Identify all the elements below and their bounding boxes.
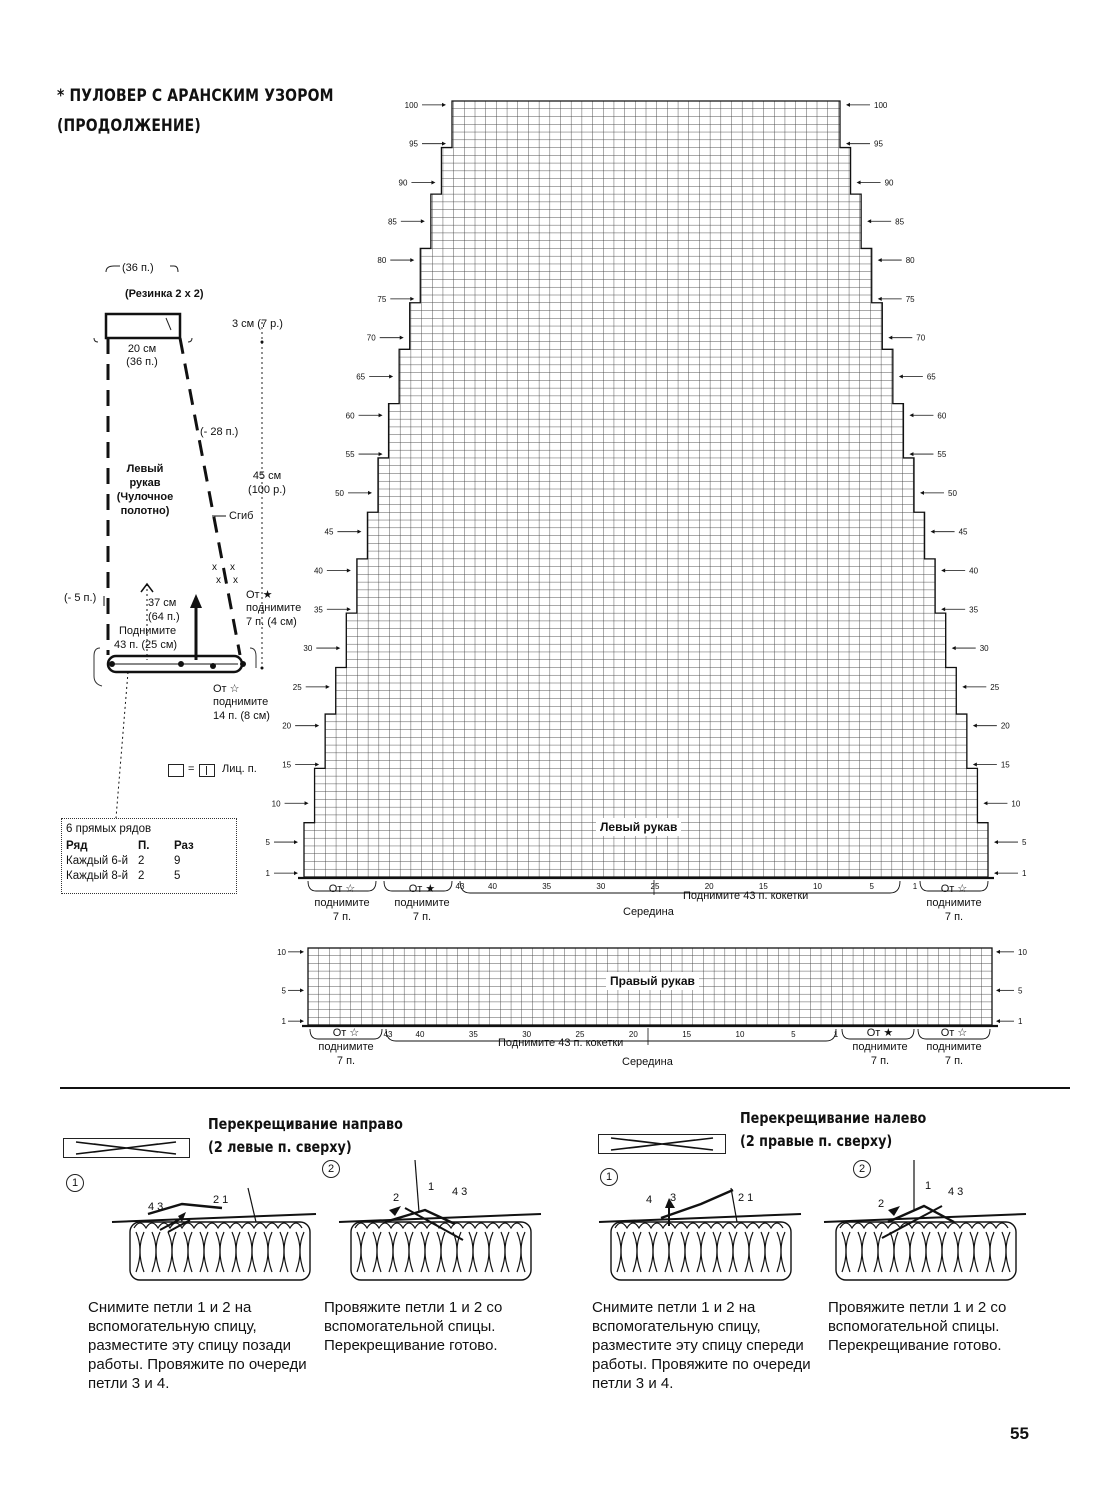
cross-left-caption-1: Снимите петли 1 и 2 на вспомогательную спицу, разместите эту спицу спереди работы. Провяжите по очереди петли 3 и 4. [592, 1299, 811, 1392]
ls-row-arrowhead-left [347, 568, 351, 572]
ls-row-arrowhead-right [952, 646, 956, 650]
ls-row-label-left: 95 [409, 139, 418, 149]
ls-row-arrowhead-left [305, 801, 309, 805]
legend-equals: = [188, 763, 195, 775]
ls-row-label-right: 50 [948, 488, 957, 498]
row-table-header: 6 прямых рядов [66, 823, 152, 835]
rs-pick-right-a: От ★ поднимите 7 п. [852, 1027, 908, 1067]
cross-left-title: Перекрещивание налево [740, 1109, 927, 1127]
ls-row-arrowhead-left [368, 491, 372, 495]
table-row: Каждый 8-й 2 5 [66, 870, 181, 882]
ls-row-arrowhead-right [888, 336, 892, 340]
rs-stitch-label: 35 [468, 1030, 478, 1039]
ls-row-label-right: 40 [969, 566, 979, 576]
ls-row-label-right: 25 [990, 682, 1000, 692]
ls-stitch-label: 35 [542, 882, 552, 891]
ls-row-arrowhead-right [878, 258, 882, 262]
rs-stitch-label: 43 [383, 1030, 393, 1039]
ls-row-arrowhead-left [315, 724, 319, 728]
pick-white-count: 14 п. (8 см) [213, 710, 270, 722]
ls-row-arrowhead-left [410, 258, 414, 262]
rs-row-label-right: 10 [1018, 947, 1027, 957]
rs-row-arrowhead-right [996, 1019, 1000, 1023]
rs-stitch-label: 5 [791, 1030, 796, 1039]
ls-row-arrowhead-left [379, 452, 383, 456]
cr-step1-marker: 1 [66, 1174, 84, 1192]
ls-stitch-label: 15 [758, 882, 768, 891]
cross-right-subtitle: (2 левые п. сверху) [208, 1138, 352, 1156]
ls-stitch-label: 30 [596, 882, 606, 891]
ls-row-label-left: 10 [271, 799, 281, 809]
rs-stitch-label: 20 [628, 1030, 638, 1039]
fold-label: Сгиб [229, 510, 254, 522]
cr-step2-marker: 2 [322, 1160, 340, 1178]
rs-pick-left: От ☆ поднимите 7 п. [318, 1027, 374, 1067]
cross-left-symbol [598, 1134, 726, 1154]
cl1-num-2-1: 2 1 [738, 1192, 754, 1204]
cr2-num-4-3: 4 3 [452, 1186, 468, 1198]
pick43-line2: 43 п. (25 см) [114, 639, 178, 651]
pick-black-count: 7 п. (4 см) [246, 616, 297, 628]
rs-row-arrowhead-right [996, 988, 1000, 992]
ls-stitch-label: 5 [869, 882, 874, 891]
minus-5: (- 5 п.) [64, 592, 97, 604]
ls-row-label-left: 15 [282, 760, 292, 770]
svg-text:x: x [230, 562, 235, 573]
ls-row-arrowhead-right [857, 180, 861, 184]
ls-row-arrowhead-right [920, 491, 924, 495]
ls-row-arrowhead-right [878, 297, 882, 301]
rs-yoke-label: Поднимите 43 п. кокетки [498, 1037, 624, 1049]
ls-row-label-right: 45 [958, 527, 968, 537]
cl-step1-marker: 1 [600, 1168, 618, 1186]
ls-row-label-left: 90 [398, 178, 408, 188]
rs-row-arrowhead-right [996, 950, 1000, 954]
ls-row-label-left: 35 [313, 605, 323, 615]
cross-right-caption-2: Провяжите петли 1 и 2 со вспомогательной спицы. Перекрещивание готово. [324, 1299, 503, 1354]
ls-row-label-right: 5 [1022, 838, 1027, 848]
cr1-num-2-1: 2 1 [213, 1194, 229, 1206]
ls-row-label-left: 50 [335, 488, 344, 498]
ls-row-arrowhead-left [379, 413, 383, 417]
ls-row-arrowhead-right [983, 801, 987, 805]
ls-row-label-right: 10 [1011, 799, 1021, 809]
rs-stitch-label: 10 [735, 1030, 745, 1039]
rs-row-arrowhead-left [300, 988, 304, 992]
ls-row-label-left: 30 [303, 644, 313, 654]
cr1-num-4-3: 4 3 [148, 1201, 164, 1213]
rs-row-label-right: 5 [1018, 986, 1023, 996]
cross-right-caption-1: Снимите петли 1 и 2 на вспомогательную спицу, разместите эту спицу позади работы. Провяжите по очереди петли 3 и 4. [88, 1299, 307, 1392]
rs-stitch-label: 40 [415, 1030, 425, 1039]
ls-row-arrowhead-right [909, 413, 913, 417]
ls-row-arrowhead-right [962, 685, 966, 689]
ls-row-label-right: 35 [969, 605, 979, 615]
ls-stitch-label: 25 [650, 882, 660, 891]
ls-row-arrowhead-left [294, 871, 298, 875]
width-37cm: 37 см [148, 597, 177, 609]
ls-row-arrowhead-left [389, 374, 393, 378]
cross-left-subtitle: (2 правые п. сверху) [740, 1132, 893, 1150]
ls-row-arrowhead-left [400, 336, 404, 340]
ls-row-label-right: 95 [874, 139, 883, 149]
ls-row-arrowhead-right [899, 374, 903, 378]
ls-row-arrowhead-right [846, 103, 850, 107]
ls-row-label-left: 20 [282, 721, 292, 731]
ls-row-arrowhead-left [315, 762, 319, 766]
cl2-num-4-3: 4 3 [948, 1186, 964, 1198]
ls-row-label-right: 55 [937, 450, 947, 460]
rs-row-label-left: 10 [277, 947, 286, 957]
rib-stitches: (36 п.) [126, 356, 158, 368]
rs-row-arrowhead-left [300, 950, 304, 954]
right-sleeve-label: Правый рукав [606, 972, 699, 990]
knit-illustrations [0, 1150, 1100, 1300]
ls-row-arrowhead-right [909, 452, 913, 456]
ls-row-label-left: 70 [366, 333, 376, 343]
ls-row-label-left: 40 [313, 566, 323, 576]
ls-row-arrowhead-right [973, 724, 977, 728]
ls-row-label-right: 90 [884, 178, 894, 188]
ls-pick-right: От ☆ поднимите 7 п. [926, 883, 982, 923]
ls-row-label-left: 25 [292, 682, 302, 692]
ls-row-label-right: 60 [937, 411, 947, 421]
ls-row-arrowhead-left [431, 180, 435, 184]
ls-stitch-label: 10 [813, 882, 822, 891]
sleeve-name: Левый рукав (Чулочное полотно) [116, 463, 174, 517]
cl2-num-2: 2 [878, 1198, 885, 1210]
stitches-64: (64 п.) [148, 611, 180, 623]
cl-step2-marker: 2 [853, 1160, 871, 1178]
ls-row-arrowhead-right [931, 530, 935, 534]
pick-black-word: поднимите [246, 602, 302, 614]
rs-stitch-label: 1 [833, 1030, 839, 1039]
col-times: Раз [174, 840, 194, 852]
pick-white-from: От ☆ [213, 683, 240, 695]
pick-black-from: От ★ [246, 589, 273, 601]
legend-text: Лиц. п. [222, 763, 257, 775]
rs-stitch-label: 30 [522, 1030, 532, 1039]
sleeve-length: 45 см [252, 470, 282, 482]
cr2-num-2: 2 [393, 1192, 400, 1204]
ls-row-label-left: 65 [356, 372, 366, 382]
page-subtitle: (ПРОДОЛЖЕНИЕ) [57, 116, 201, 136]
rs-middle-label: Середина [622, 1056, 673, 1068]
rs-stitch-label: 25 [575, 1030, 585, 1039]
cross-left-caption-2: Провяжите петли 1 и 2 со вспомогательной спицы. Перекрещивание готово. [828, 1299, 1007, 1354]
svg-text:x: x [233, 575, 238, 586]
ls-row-label-right: 85 [895, 217, 905, 227]
table-row: Каждый 6-й 2 9 [66, 855, 181, 867]
cl1-num-4: 4 [646, 1194, 653, 1206]
rib-width: 20 см [127, 343, 157, 355]
ls-row-label-left: 1 [265, 869, 270, 879]
cl1-num-3: 3 [670, 1192, 677, 1204]
ls-row-label-right: 65 [926, 372, 936, 382]
ls-pick-b: От ★ поднимите 7 п. [394, 883, 450, 923]
ls-row-label-right: 100 [874, 100, 888, 110]
ls-row-arrowhead-left [347, 607, 351, 611]
left-sleeve-label: Левый рукав [596, 818, 681, 836]
ls-yoke-label: Поднимите 43 п. кокетки [683, 890, 809, 902]
pick43-line1: Поднимите [119, 625, 177, 637]
ls-row-arrowhead-right [867, 219, 871, 223]
cross-right-title: Перекрещивание направо [208, 1115, 403, 1133]
ls-row-label-right: 20 [1000, 721, 1010, 731]
ls-brace-yoke [460, 881, 900, 893]
rib-height: 3 см (7 р.) [232, 318, 283, 330]
rs-row-label-left: 5 [281, 986, 286, 996]
ls-row-arrowhead-left [336, 646, 340, 650]
top-stitch-count: (36 п.) [122, 262, 154, 274]
page-number: 55 [1010, 1424, 1029, 1443]
ls-stitch-label: 43 [455, 882, 465, 891]
rs-row-label-right: 1 [1018, 1017, 1023, 1027]
ls-row-arrowhead-left [294, 840, 298, 844]
rs-row-arrowhead-left [300, 1019, 304, 1023]
cr2-num-1: 1 [428, 1181, 435, 1193]
left-sleeve-grid [304, 101, 988, 877]
col-st: П. [138, 840, 150, 852]
ls-stitch-label: 20 [704, 882, 714, 891]
ls-row-arrowhead-left [421, 219, 425, 223]
ls-row-arrowhead-right [994, 840, 998, 844]
ribbing-label: (Резинка 2 х 2) [125, 288, 204, 300]
ls-row-label-left: 5 [265, 838, 270, 848]
ls-row-label-left: 100 [404, 100, 418, 110]
rs-stitch-label: 15 [682, 1030, 692, 1039]
ls-row-arrowhead-left [326, 685, 330, 689]
decrease-count: (- 28 п.) [200, 426, 239, 438]
ls-stitch-label: 1 [912, 882, 918, 891]
ls-row-arrowhead-right [846, 142, 850, 146]
ls-row-label-right: 15 [1000, 760, 1010, 770]
section-divider [60, 1087, 1070, 1089]
ls-stitch-label: 40 [488, 882, 497, 891]
ls-row-arrowhead-right [941, 607, 945, 611]
ls-row-label-left: 80 [377, 256, 387, 266]
ls-middle-label: Середина [623, 906, 674, 918]
ls-row-label-left: 60 [345, 411, 355, 421]
ls-row-arrowhead-left [442, 142, 446, 146]
ls-row-arrowhead-left [442, 103, 446, 107]
ls-row-arrowhead-right [973, 762, 977, 766]
ls-row-arrowhead-left [410, 297, 414, 301]
pick-white-word: поднимите [213, 696, 269, 708]
ls-row-label-right: 1 [1022, 869, 1027, 879]
ls-row-label-right: 75 [905, 294, 915, 304]
ls-row-label-right: 70 [916, 333, 926, 343]
ls-row-label-left: 75 [377, 294, 387, 304]
rs-row-label-left: 1 [281, 1017, 286, 1027]
ls-row-label-left: 85 [387, 217, 397, 227]
ls-row-label-left: 55 [345, 450, 355, 460]
rs-pick-right-b: От ☆ поднимите 7 п. [926, 1027, 982, 1067]
ls-row-arrowhead-left [357, 530, 361, 534]
ls-row-label-right: 80 [905, 256, 915, 266]
svg-text:x: x [216, 575, 221, 586]
ls-row-label-right: 30 [979, 644, 989, 654]
ls-pick-a: От ☆ поднимите 7 п. [314, 883, 370, 923]
ls-row-arrowhead-right [994, 871, 998, 875]
svg-text:x: x [212, 562, 217, 573]
sleeve-length-rows: (100 р.) [248, 484, 286, 496]
cl2-num-1: 1 [925, 1180, 932, 1192]
col-row: Ряд [66, 840, 88, 852]
page-title: * ПУЛОВЕР С АРАНСКИМ УЗОРОМ [57, 86, 334, 106]
ls-row-arrowhead-right [941, 568, 945, 572]
ls-row-label-left: 45 [324, 527, 334, 537]
